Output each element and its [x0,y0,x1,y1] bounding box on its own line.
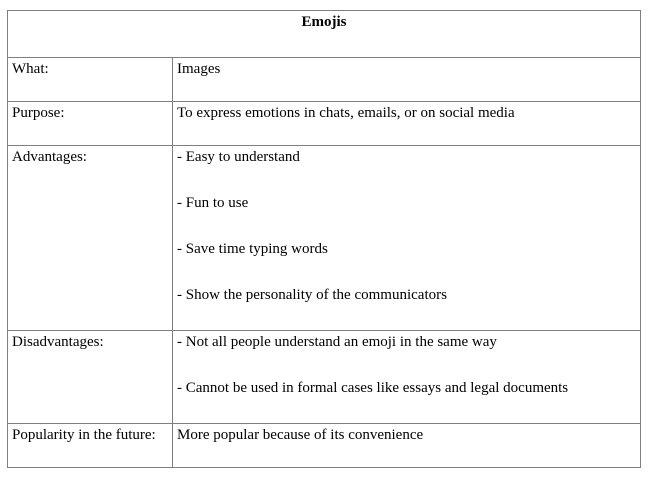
row-label: Purpose: [8,102,173,146]
row-label: Popularity in the future: [8,424,173,468]
row-label: What: [8,58,173,102]
list-item: - Not all people understand an emoji in the same way [177,334,497,350]
row-label: Advantages: [8,146,173,331]
list-item: More popular because of its convenience [177,427,424,443]
row-label: Disadvantages: [8,331,173,424]
row-value [173,146,641,331]
list-item: Images [177,61,221,77]
row-value [173,58,641,102]
list-item: To express emotions in chats, emails, or on social media [177,105,515,121]
table-row-disadvantages [8,331,641,424]
list-item: - Save time typing words [177,241,328,257]
row-value [173,331,641,424]
row-value [173,424,641,468]
table-row-popularity [8,424,641,468]
table-row-advantages [8,146,641,331]
table-row-what [8,58,641,102]
list-item: - Fun to use [177,195,249,211]
table-row-purpose [8,102,641,146]
row-value [173,102,641,146]
list-item: - Show the personality of the communicators [177,287,447,303]
emojis-table [7,10,641,468]
list-item: - Cannot be used in formal cases like essays and legal documents [177,380,569,396]
list-item: - Easy to understand [177,149,300,165]
table-title: Emojis [8,11,641,58]
title-row [8,11,641,58]
